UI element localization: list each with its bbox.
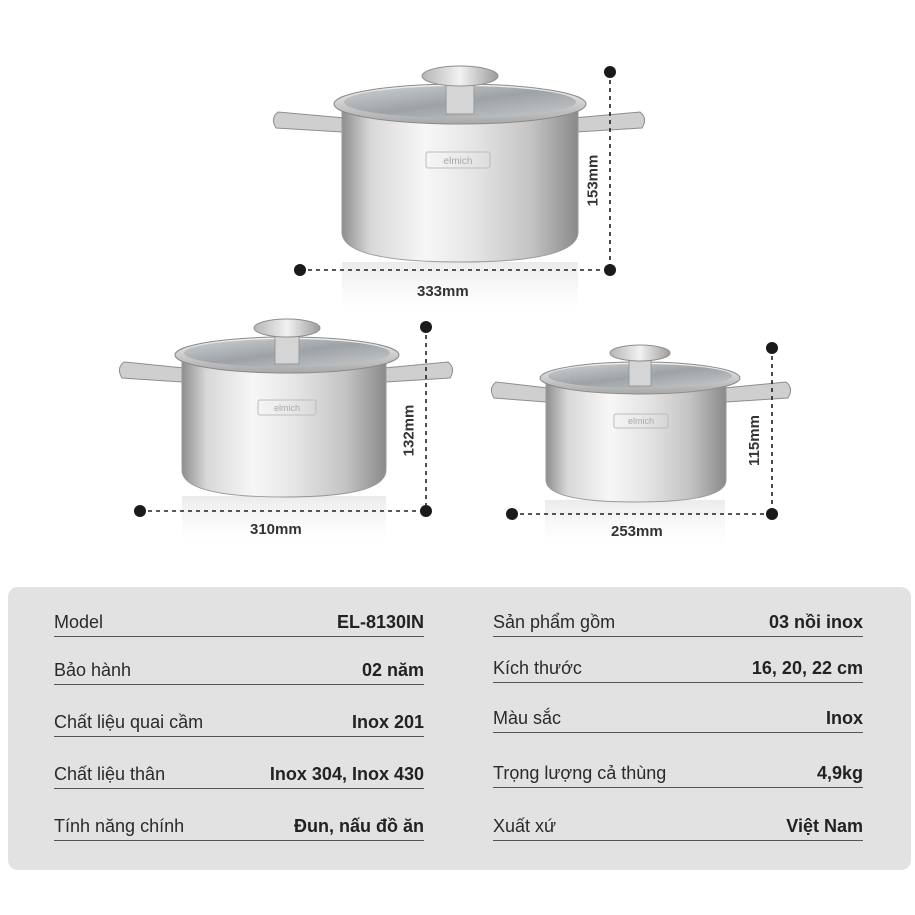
dimension-dot	[420, 321, 432, 333]
spec-label: Chất liệu quai cầm	[54, 712, 204, 732]
spec-value: 16, 20, 22 cm	[751, 658, 863, 678]
large-pot-brand-logo: elmich	[443, 156, 473, 167]
spec-row-main-function	[54, 811, 424, 841]
large-pot-knob	[422, 66, 498, 86]
dimension-dot	[294, 264, 306, 276]
large-pot-left-handle	[273, 112, 345, 132]
medium-width-label: 310mm	[250, 521, 302, 538]
spec-row-origin	[493, 811, 863, 841]
dimension-dot	[420, 505, 432, 517]
spec-value: EL-8130IN	[336, 612, 424, 632]
dimension-dot	[134, 505, 146, 517]
large-width-label: 333mm	[417, 283, 469, 300]
dimension-dot	[604, 264, 616, 276]
spec-label: Model	[54, 612, 104, 632]
spec-row-color	[493, 703, 863, 733]
spec-row-size	[493, 653, 863, 683]
medium-pot-body	[182, 360, 386, 497]
medium-pot-left-handle	[119, 362, 184, 382]
spec-value: Inox	[825, 708, 863, 728]
medium-pot-knob	[254, 319, 320, 337]
small-pot-left-handle	[491, 382, 548, 402]
medium-pot-brand-logo: elmich	[273, 403, 301, 413]
large-height-label: 153mm	[584, 154, 602, 207]
spec-label: Màu sắc	[493, 708, 562, 728]
spec-row-package	[493, 607, 863, 637]
spec-label: Trọng lượng cả thùng	[493, 763, 667, 783]
spec-row-body-material	[54, 759, 424, 789]
spec-label: Sản phẩm gồm	[493, 612, 616, 632]
spec-value: Việt Nam	[786, 816, 863, 836]
small-pot-body	[546, 382, 726, 502]
dimension-dot	[766, 508, 778, 520]
spec-label: Xuất xứ	[493, 816, 557, 836]
large-pot-right-handle	[573, 112, 645, 132]
small-width-label: 253mm	[611, 523, 663, 540]
spec-panel	[8, 587, 911, 870]
spec-row-warranty	[54, 655, 424, 685]
large-pot-body	[342, 108, 578, 262]
spec-value: Đun, nấu đồ ăn	[294, 816, 424, 836]
medium-height-label: 132mm	[400, 404, 418, 457]
spec-value: Inox 201	[351, 712, 424, 732]
spec-label: Bảo hành	[54, 660, 132, 680]
dimension-dot	[604, 66, 616, 78]
small-height-label: 115mm	[745, 415, 763, 466]
spec-label: Tính năng chính	[54, 816, 185, 836]
small-pot-right-handle	[724, 382, 791, 402]
dimension-dot	[766, 342, 778, 354]
spec-value: 4,9kg	[816, 763, 863, 783]
spec-label: Chất liệu thân	[54, 764, 166, 784]
spec-value: 03 nồi inox	[768, 612, 863, 632]
small-pot-knob	[610, 345, 670, 361]
small-pot-brand-logo: elmich	[627, 416, 655, 426]
spec-row-weight	[493, 758, 863, 788]
spec-row-model	[54, 607, 424, 637]
spec-row-handle-material	[54, 707, 424, 737]
dimension-dot	[506, 508, 518, 520]
spec-value: Inox 304, Inox 430	[269, 764, 424, 784]
spec-value: 02 năm	[361, 660, 424, 680]
medium-pot-right-handle	[384, 362, 453, 382]
spec-label: Kích thước	[493, 658, 582, 678]
